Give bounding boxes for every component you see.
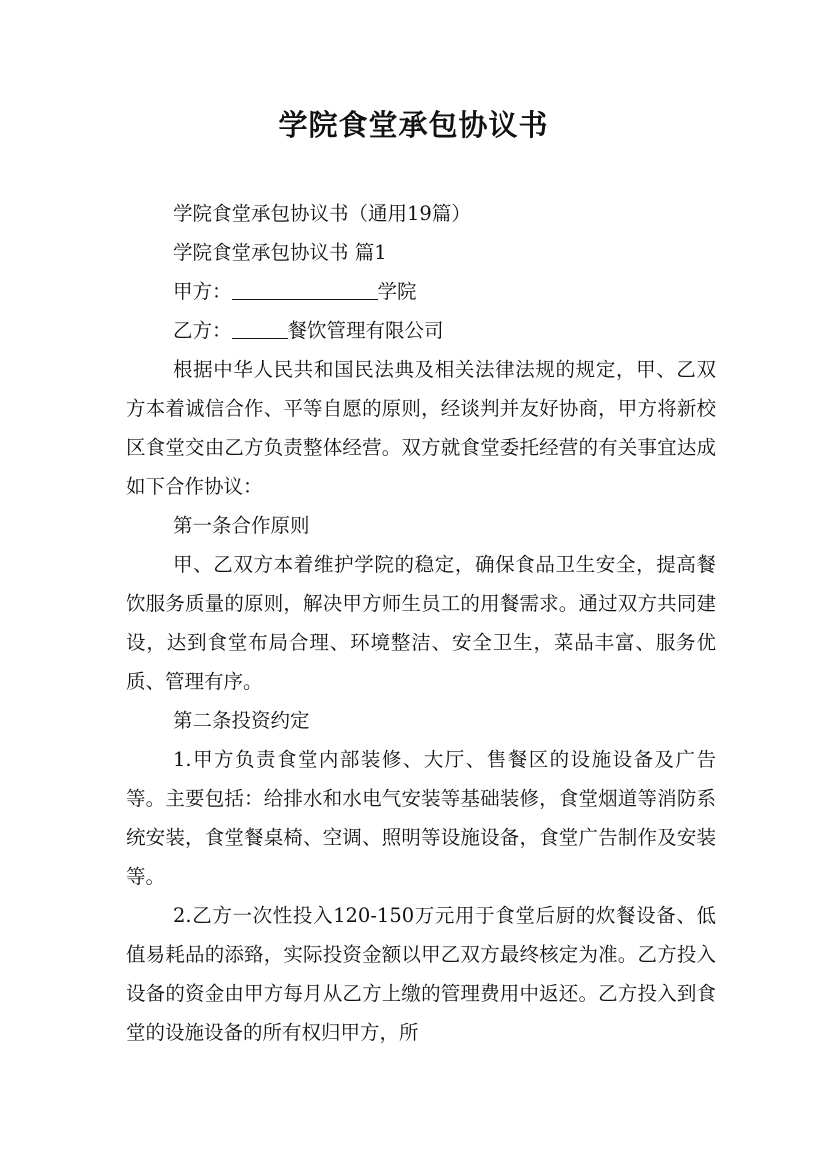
party-b-blank — [232, 316, 288, 339]
party-a-blank — [232, 277, 378, 300]
party-b-suffix: 餐饮管理有限公司 — [287, 319, 444, 342]
section2-item1: 1.甲方负责食堂内部装修、大厅、售餐区的设施设备及广告等。主要包括：给排水和水电气安装等基础装修，食堂烟道等消防系统安装，食堂餐桌椅、空调、照明等设施设备，食堂广告制作及安装等。 — [126, 748, 716, 888]
party-a-suffix: 学院 — [377, 280, 417, 303]
section2-item2: 2.乙方一次性投入120-150万元用于食堂后厨的炊餐设备、低值易耗品的添臵，实际投资金额以甲乙双方最终核定为准。乙方投入设备的资金由甲方每月从乙方上缴的管理费用中返还。乙方投入到食堂的设施设备的所有权归甲方，所 — [126, 904, 716, 1044]
section1-title: 第一条合作原则 — [173, 514, 310, 537]
party-b-line — [126, 311, 716, 350]
party-b-label: 乙方： — [173, 319, 232, 342]
subtitle: 学院食堂承包协议书（通用19篇） — [173, 202, 471, 225]
intro-paragraph: 根据中华人民共和国民法典及相关法律法规的规定，甲、乙双方本着诚信合作、平等自愿的原则，经谈判并友好协商，甲方将新校区食堂交由乙方负责整体经营。双方就食堂委托经营的有关事宜达成如下合作协议： — [126, 358, 716, 498]
section2-title: 第二条投资约定 — [173, 709, 310, 732]
document-body — [126, 194, 716, 1052]
party-a-line — [126, 272, 716, 311]
section1-paragraph: 甲、乙双方本着维护学院的稳定，确保食品卫生安全，提高餐饮服务质量的原则，解决甲方师生员工的用餐需求。通过双方共同建设，达到食堂布局合理、环境整洁、安全卫生，菜品丰富、服务优质、管理有序。 — [126, 553, 716, 693]
article-heading: 学院食堂承包协议书 篇1 — [173, 241, 387, 264]
party-a-label: 甲方： — [173, 280, 232, 303]
document-title: 学院食堂承包协议书 — [278, 108, 549, 142]
